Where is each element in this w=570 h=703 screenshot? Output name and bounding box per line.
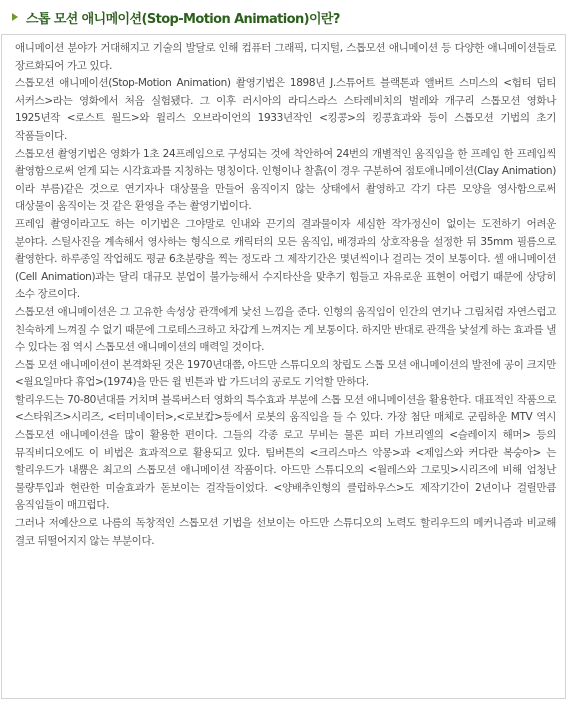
paragraph-conclusion: 그러나 저예산으로 나름의 독창적인 스톱모션 기법을 선보이는 아드만 스튜디오의 노력도 할리우드의 메커니즘과 비교해 결코 뒤떨어지지 않는 부분이다. xyxy=(15,517,556,547)
paragraph-technique: 스톱모션 촬영기법은 영화가 1초 24프레임으로 구성되는 것에 착안하여 24번의 개별적인 움직임을 한 프레임 한 프레임씩 촬영함으로써 얻게 되는 시각효과를 지칭하는 명칭이다. 인형이나 찰흙(이 경우 구분하여 점토애니메이션(Clay Animation)이라 부름)같은 것으로 연기자나 대상물을 만들어 움직이지 않는 상태에서 촬영하고 각기 다른 모양을 영사함으로써 대상물이 움직이는 것 같은 환영을 주는 촬영기법이다. xyxy=(15,147,556,213)
article-box xyxy=(1,34,566,699)
paragraph-intro: 애니메이션 분야가 거대해지고 기술의 발달로 인해 컴퓨터 그래픽, 디지털, 스톱모션 애니메이션 등 다양한 애니메이션들로 장르화되어 가고 있다. xyxy=(15,42,556,72)
paragraph-aesthetics: 스톱모션 애니메이션은 그 고유한 속성상 관객에게 낯선 느낌을 준다. 인형의 움직임이 인간의 연기나 그림처럼 자연스럽고 친숙하게 느껴질 수 없기 때문에 그로테스크하고 차갑게 느껴지는 게 보통이다. 하지만 반대로 관객을 낯설게 하는 효과를 낼 수 있다는 점 역시 스톱모션 애니메이션의 매력일 것이다. xyxy=(15,305,556,354)
section-header xyxy=(0,0,570,34)
page-title: 스톱 모션 애니메이션(Stop-Motion Animation)이란? xyxy=(26,11,340,27)
paragraph-history: 스톱모션 애니메이션(Stop-Motion Animation) 촬영기법은 1898년 J.스튜어트 블랙톤과 앨버트 스미스의 <험티 덤티 서커스>라는 영화에서 처음 실험됐다. 그 이후 러시아의 라디스라스 스타레비치의 벌레와 개구리 스톱모션 영화나 1925년작 <로스트 월드>와 윌리스 오브라이언의 1933년작인 <킹콩>의 킹콩효과와 등이 스톱모션 기법의 초기 작품들이다. xyxy=(15,77,556,142)
article-body xyxy=(15,40,556,550)
paragraph-hollywood: 할리우드는 70-80년대를 거치며 블록버스터 영화의 특수효과 부분에 스톱 모션 애니메이션을 활용한다. 대표적인 작품으로 <스타워즈>시리즈, <터미네이터>,<로보캅>등에서 로봇의 움직임을 들 수 있다. 가장 첨단 매체로 군림하운 MTV 역시 스톱모션 애니메이션을 많이 활용한 편이다. 그들의 각종 로고 무비는 물론 피터 가브리엘의 <슬레이지 해머> 등의 뮤직비디오에도 이 비법은 효과적으로 활용되고 있다. 팀버튼의 <크리스마스 악몽>과 <제임스와 커다란 복숭아> 는 할리우드가 내뿜은 최고의 스톱모션 애니메이션 작품이다. 아드만 스튜디오의 <월레스와 그로밋>시리즈에 비해 엄청난 물량투입과 현란한 미술효과가 돋보이는 걸작들이었다. <양배추인형의 클럽하우스>도 제작기간이 2년이나 걸릴만큼 움직임들이 매끄럽다. xyxy=(15,393,556,512)
triangle-bullet-icon xyxy=(12,13,18,21)
paragraph-1970s: 스톱 모션 애니메이션이 본격화된 것은 1970년대쯤, 아드만 스튜디오의 창립도 스톱 모션 애니메이션의 발전에 공이 크지만 <월요일마다 휴업>(1974)을 만든 윌 빈튼과 밥 가드너의 공로도 기억할 만하다. xyxy=(15,358,556,389)
paragraph-production: 프레임 촬영이라고도 하는 이기법은 그야말로 인내와 끈기의 결과물이자 세심한 작가정신이 없이는 도전하기 어려운 분야다. 스틸사진을 계속해서 영사하는 형식으로 캐릭터의 모든 움직임, 배경과의 상호작용을 설정한 뒤 35mm 필름으로 촬영한다. 하루종일 작업해도 평균 6초분량을 찍는 정도라 그 제작기간은 몇년씩이나 걸리는 것이 보통이다. 셀 애니메이션(Cell Animation)과는 달리 대규모 분업이 불가능해서 수지타산을 맞추기 힘들고 자유로운 표현이 어렵기 때문에 상당히 소수 장르이다. xyxy=(15,217,556,301)
